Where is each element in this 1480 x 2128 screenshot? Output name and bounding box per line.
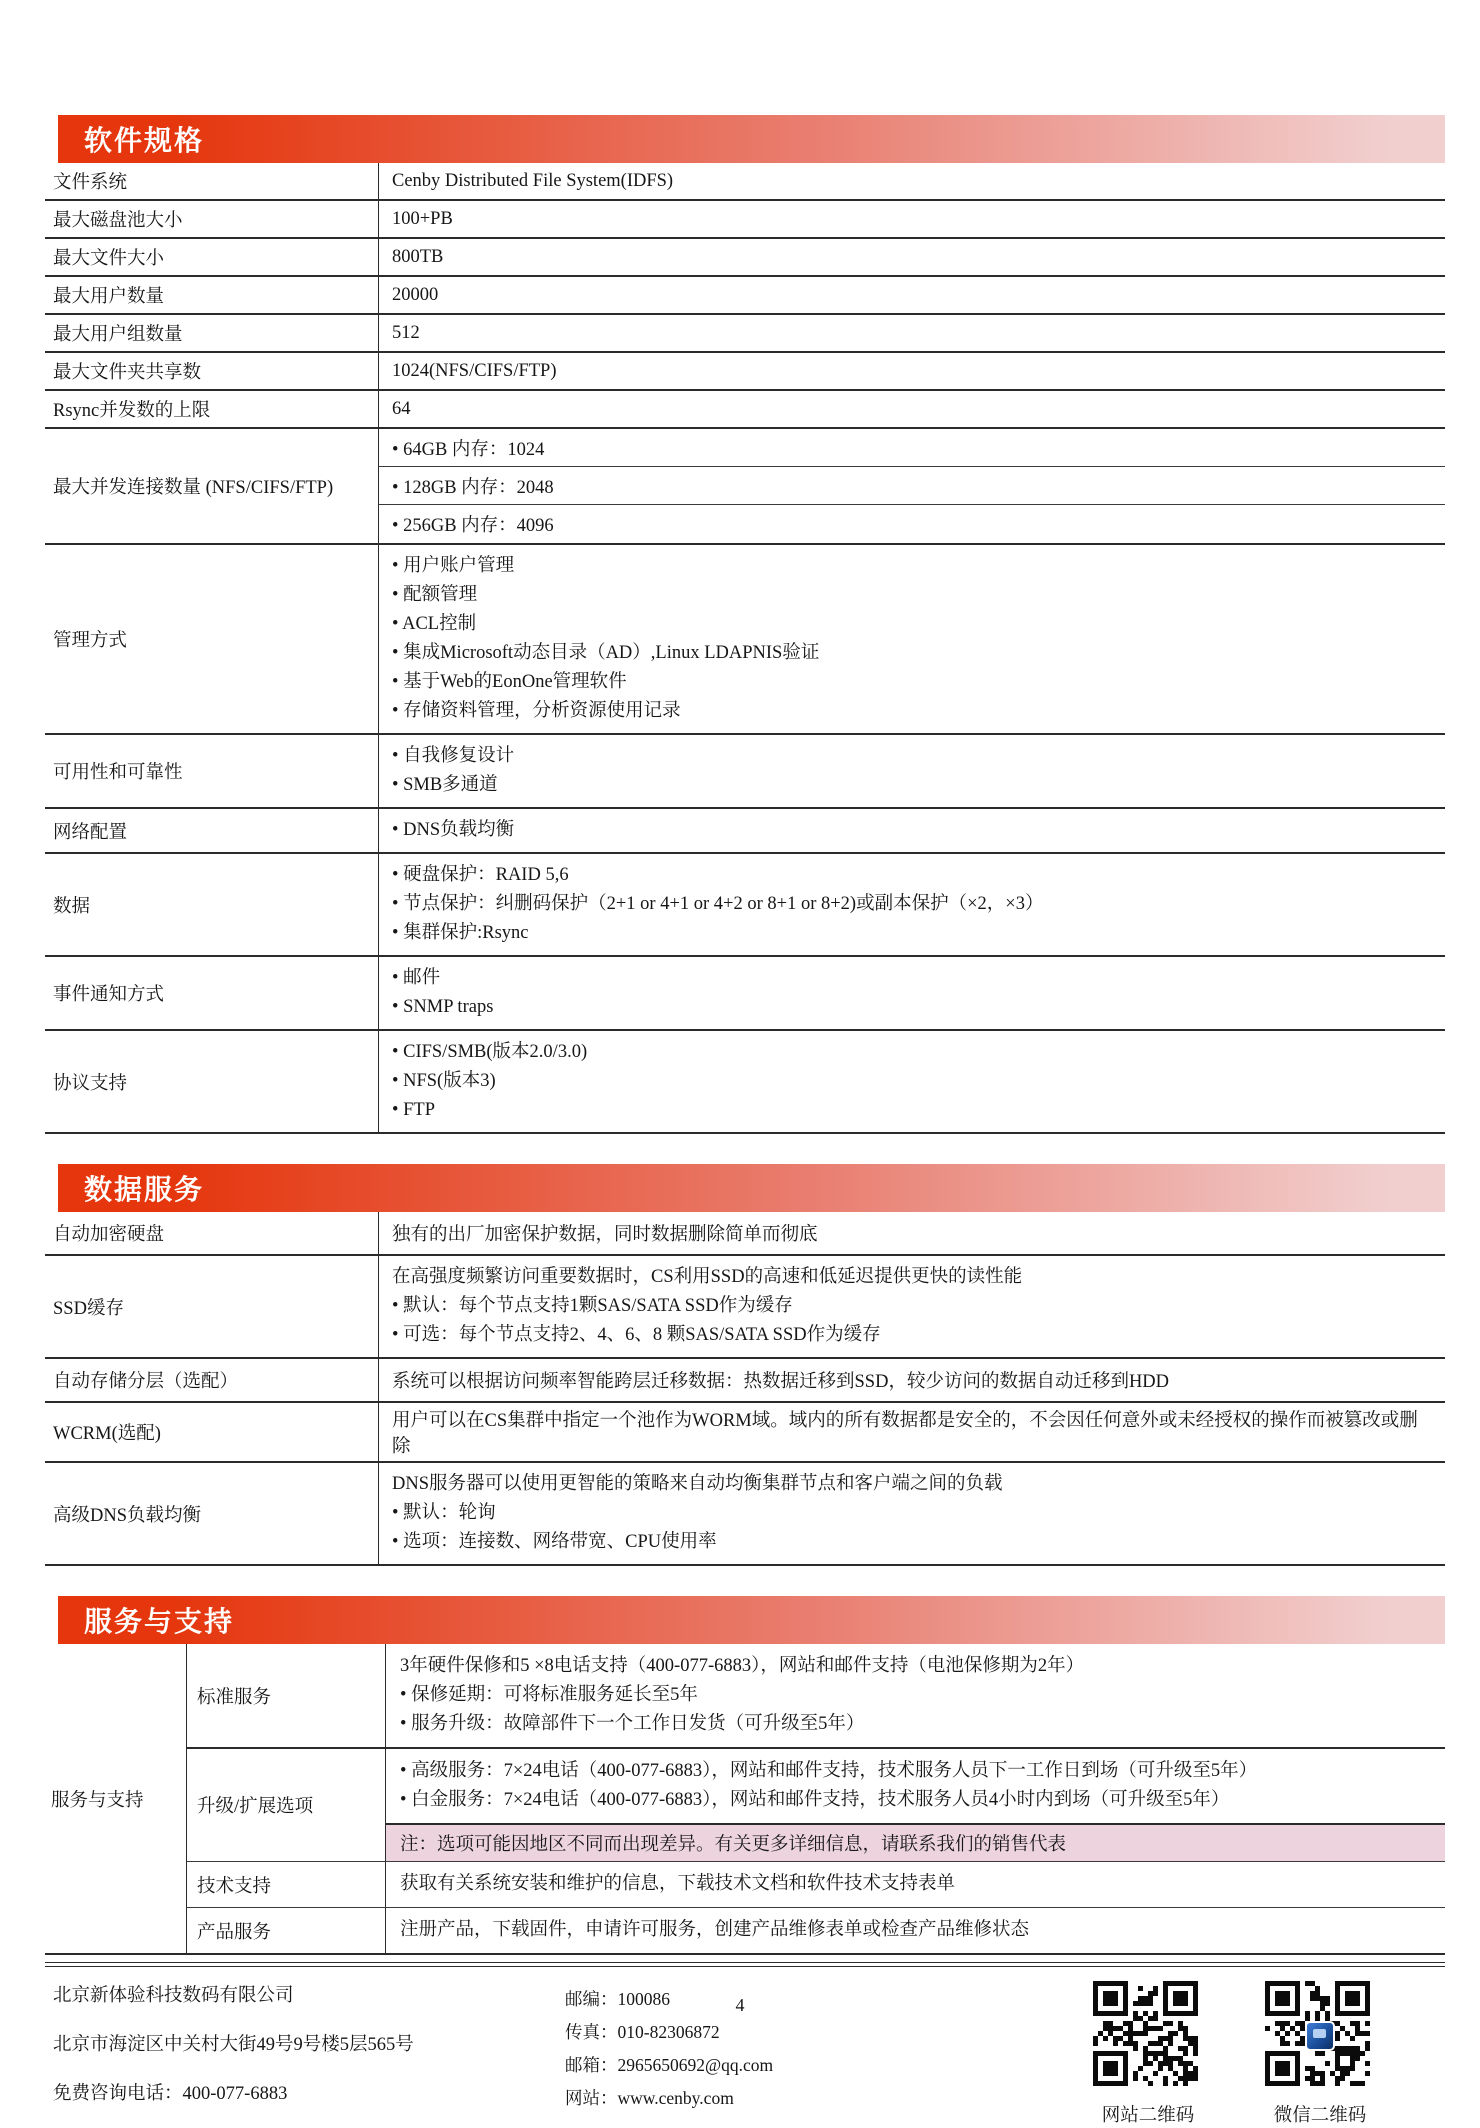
spec-subrow-line: • 64GB 内存：1024 [379, 429, 1445, 467]
service-row-content [386, 1862, 1445, 1907]
spec-row-value [378, 1256, 1445, 1357]
wechat-qr-logo [1305, 2021, 1335, 2051]
service-row-label: 标准服务 [187, 1644, 386, 1747]
spec-row-label: Rsync并发数的上限 [53, 401, 211, 421]
page-number: 4 [735, 1995, 745, 2015]
spec-line: • 配额管理 [392, 585, 478, 605]
section-title: 软件规格 [84, 125, 205, 156]
spec-line: • 存储资料管理，分析资源使用记录 [392, 701, 681, 721]
spec-line: • 节点保护：纠删码保护（2+1 or 4+1 or 4+2 or 8+1 or 8+2)或副本保护（×2，×3） [392, 894, 1044, 914]
page-content [45, 115, 1445, 2128]
section-title: 数据服务 [84, 1174, 205, 1205]
spec-line: • 服务升级：故障部件下一个工作日发货（可升级至5年） [400, 1714, 865, 1734]
service-row-lines [386, 1862, 1445, 1907]
spec-row-value [378, 1463, 1445, 1564]
spec-line: • SNMP traps [392, 997, 494, 1017]
spec-line: • NFS(版本3) [392, 1071, 496, 1091]
spec-row-label: 可用性和可靠性 [53, 763, 183, 783]
section-gap [45, 1134, 1445, 1164]
spec-row [45, 1031, 1445, 1134]
spec-row [45, 201, 1445, 239]
service-row [187, 1861, 1445, 1907]
spec-line: • 硬盘保护：RAID 5,6 [392, 865, 569, 885]
spec-row [45, 277, 1445, 315]
spec-row-label: 最大并发连接数量 (NFS/CIFS/FTP) [53, 478, 334, 498]
spec-row-value [378, 1031, 1445, 1132]
spec-row [45, 429, 1445, 545]
service-row-content [386, 1749, 1445, 1861]
service-row-lines [386, 1749, 1445, 1823]
spec-row-value: 独有的出厂加密保护数据，同时数据删除简单而彻底 [378, 1212, 1445, 1254]
spec-line: • 自我修复设计 [392, 746, 515, 766]
spec-row [45, 163, 1445, 201]
spec-subrow-line: • 256GB 内存：4096 [392, 516, 554, 536]
spec-line: DNS服务器可以使用更智能的策略来自动均衡集群节点和客户端之间的负载 [392, 1474, 1003, 1494]
spec-row-label: 事件通知方式 [53, 985, 165, 1005]
service-row-label: 产品服务 [187, 1908, 386, 1953]
spec-row-label: SSD缓存 [53, 1298, 124, 1319]
website-qr-label: 网站二维码 [1101, 2106, 1195, 2126]
spec-row-label: 网络配置 [53, 822, 128, 843]
spec-line: • 邮件 [392, 968, 441, 988]
spec-row-value [378, 429, 1445, 543]
service-row-content [386, 1908, 1445, 1953]
spec-row-label: 最大文件夹共享数 [53, 363, 202, 383]
section-gap [45, 1566, 1445, 1596]
spec-line: • ACL控制 [392, 614, 477, 634]
spec-row [45, 1212, 1445, 1256]
spec-row [45, 1359, 1445, 1403]
footer-company-name: 北京新体验科技数码有限公司 [53, 1986, 294, 2006]
spec-row [45, 391, 1445, 429]
spec-row-label: 最大文件大小 [53, 249, 165, 269]
service-row-lines [386, 1908, 1445, 1953]
footer-contact-line: 邮编：100086 [565, 1989, 670, 2009]
footer-contact-line: 传真：010-82306872 [565, 2022, 720, 2042]
spec-row-value: 用户可以在CS集群中指定一个池作为WORM域。域内的所有数据都是安全的，不会因任何意外或未经授权的操作而被篡改或删除 [378, 1403, 1445, 1461]
spec-row [45, 957, 1445, 1031]
service-row-lines [386, 1644, 1445, 1747]
spec-row-value: 100+PB [378, 201, 1445, 237]
service-support-rows [187, 1644, 1445, 1953]
spec-row [45, 545, 1445, 735]
spec-row-label: 高级DNS负载均衡 [53, 1505, 202, 1526]
footer-phone: 免费咨询电话：400-077-6883 [53, 2084, 288, 2104]
spec-line: • 保修延期：可将标准服务延长至5年 [400, 1685, 698, 1705]
spec-line: 3年硬件保修和5 ×8电话支持（400-077-6883），网站和邮件支持（电池保修期为2年） [400, 1656, 1085, 1676]
spec-row-value: 系统可以根据访问频率智能跨层迁移数据：热数据迁移到SSD，较少访问的数据自动迁移到HDD [378, 1359, 1445, 1401]
spec-line: • SMB多通道 [392, 775, 498, 795]
spec-row-value: 512 [378, 315, 1445, 351]
spec-row-value: 64 [378, 391, 1445, 427]
spec-line: 在高强度频繁访问重要数据时，CS利用SSD的高速和低延迟提供更快的读性能 [392, 1267, 1023, 1287]
spec-row-label: 最大用户数量 [53, 287, 165, 307]
footer-contact-line: 网站：www.cenby.com [565, 2088, 734, 2108]
service-row [187, 1644, 1445, 1747]
spec-row-value: 800TB [378, 239, 1445, 275]
footer-contact-line: 邮箱：2965650692@qq.com [565, 2055, 774, 2075]
spec-line: • CIFS/SMB(版本2.0/3.0) [392, 1042, 588, 1062]
spec-row [45, 1463, 1445, 1566]
spec-row-label: 数据 [53, 896, 91, 917]
spec-line: • 用户账户管理 [392, 556, 515, 576]
spec-row-value: 20000 [378, 277, 1445, 313]
spec-row-value: Cenby Distributed File System(IDFS) [378, 163, 1445, 199]
spec-row-label: WCRM(选配) [53, 1424, 161, 1444]
footer-divider [45, 1962, 1445, 1967]
spec-row-value [378, 735, 1445, 807]
spec-row-value [378, 545, 1445, 733]
spec-row-value [378, 854, 1445, 955]
section-header-data-services [58, 1164, 1445, 1212]
spec-line: • 默认：每个节点支持1颗SAS/SATA SSD作为缓存 [392, 1296, 793, 1316]
spec-line: • 默认：轮询 [392, 1503, 496, 1523]
service-row [187, 1747, 1445, 1861]
spec-row-label: 文件系统 [53, 173, 128, 193]
spec-line: 获取有关系统安装和维护的信息，下载技术文档和软件技术支持表单 [400, 1874, 956, 1894]
spec-row [45, 854, 1445, 957]
service-row-content [386, 1644, 1445, 1747]
service-row [187, 1907, 1445, 1953]
spec-row-label: 最大磁盘池大小 [53, 211, 183, 231]
wechat-qr-label: 微信二维码 [1273, 2106, 1367, 2126]
spec-row [45, 353, 1445, 391]
section-header-software-specs [58, 115, 1445, 163]
spec-row-label: 自动存储分层（选配） [53, 1372, 239, 1392]
spec-row [45, 735, 1445, 809]
spec-line: • DNS负载均衡 [392, 820, 515, 840]
service-row-label: 升级/扩展选项 [187, 1749, 386, 1861]
spec-row [45, 809, 1445, 854]
spec-row-label: 协议支持 [53, 1073, 128, 1094]
spec-row-value [378, 957, 1445, 1029]
footer-address: 北京市海淀区中关村大街49号9号楼5层565号 [53, 2035, 414, 2055]
spec-line: • 集成Microsoft动态目录（AD）,Linux LDAPNIS验证 [392, 643, 820, 663]
spec-line: • FTP [392, 1100, 435, 1120]
spec-line: • 选项：连接数、网络带宽、CPU使用率 [392, 1532, 717, 1552]
section-title: 服务与支持 [84, 1606, 235, 1637]
spec-line: • 集群保护:Rsync [392, 923, 529, 943]
service-support-table [45, 1644, 1445, 1955]
service-note-row: 注：选项可能因地区不同而出现差异。有关更多详细信息，请联系我们的销售代表 [386, 1823, 1445, 1861]
spec-line: • 白金服务：7×24电话（400-077-6883），网站和邮件支持，技术服务人员4小时内到场（可升级至5年） [400, 1790, 1230, 1810]
spec-row [45, 1256, 1445, 1359]
spec-line: • 基于Web的EonOne管理软件 [392, 672, 627, 692]
service-row-label: 技术支持 [187, 1862, 386, 1907]
data-services-table [45, 1212, 1445, 1566]
software-specs-table [45, 163, 1445, 1134]
spec-row-label: 自动加密硬盘 [53, 1225, 165, 1245]
spec-row [45, 1403, 1445, 1463]
section-header-service-support [58, 1596, 1445, 1644]
spec-row-label: 管理方式 [53, 631, 128, 651]
spec-row-label: 最大用户组数量 [53, 325, 183, 345]
spec-line: 注册产品，下载固件，申请许可服务，创建产品维修表单或检查产品维修状态 [400, 1920, 1030, 1940]
spec-row-value: 1024(NFS/CIFS/FTP) [378, 353, 1445, 389]
spec-subrow-line: • 128GB 内存：2048 [379, 467, 1445, 505]
spec-row [45, 239, 1445, 277]
spec-row-value [378, 809, 1445, 852]
service-support-group-label: 服务与支持 [45, 1644, 187, 1953]
spec-row [45, 315, 1445, 353]
spec-line: • 可选：每个节点支持2、4、6、8 颗SAS/SATA SSD作为缓存 [392, 1325, 881, 1345]
spec-line: • 高级服务：7×24电话（400-077-6883），网站和邮件支持，技术服务人员下一工作日到场（可升级至5年） [400, 1761, 1258, 1781]
